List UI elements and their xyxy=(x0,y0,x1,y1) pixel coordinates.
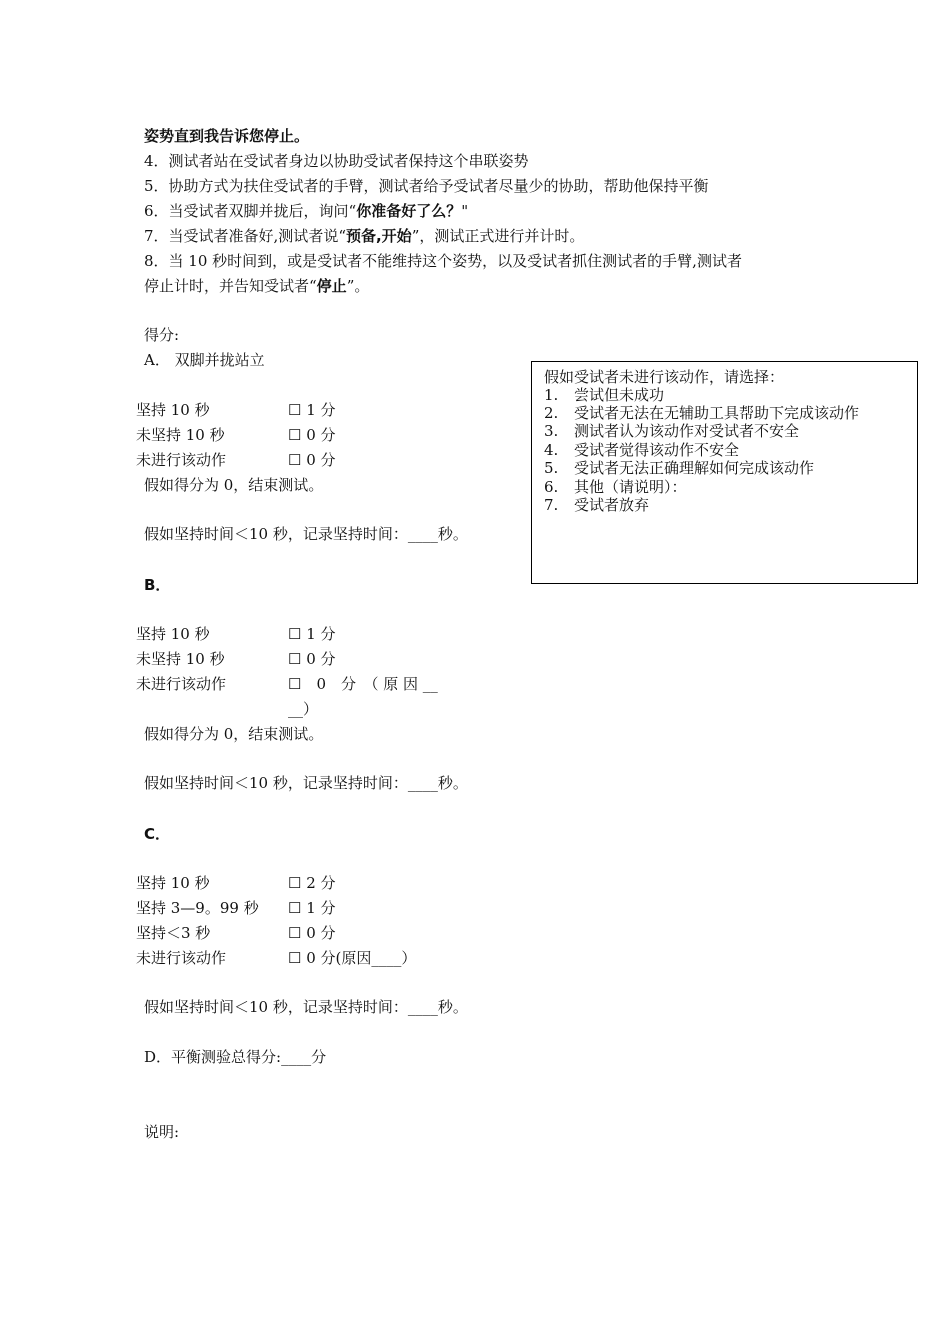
reason-item-7-text: 受试者放弃 xyxy=(574,496,650,514)
section-a-row-3-label: 未进行该动作 xyxy=(136,451,227,469)
reason-item-5[interactable] xyxy=(544,459,814,477)
reason-box xyxy=(531,361,918,584)
reason-item-1[interactable] xyxy=(544,386,664,404)
reason-item-3[interactable] xyxy=(544,422,799,440)
reason-item-3-number: 3. xyxy=(544,422,559,440)
intro-line-0: 姿势直到我告诉您停止。 xyxy=(144,127,310,145)
instruction-step-4: 4．测试者站在受试者身边以协助受试者保持这个串联姿势 xyxy=(144,152,529,170)
instruction-step-6 xyxy=(144,201,468,221)
instruction-step-8-line-1: 8．当 10 秒时间到，或是受试者不能维持这个姿势，以及受试者抓住测试者的手臂,测试者 xyxy=(144,252,742,270)
section-c-row-3-checkbox[interactable]: ☐ 0 分 xyxy=(288,924,336,942)
section-b-note-time: 假如坚持时间＜10 秒，记录坚持时间：____秒。 xyxy=(144,774,468,792)
step-7-command: 预备,开始 xyxy=(345,227,412,245)
instruction-step-5: 5．协助方式为扶住受试者的手臂，测试者给予受试者尽量少的协助，帮助他保持平衡 xyxy=(144,177,709,195)
section-a-note-zero: 假如得分为 0，结束测试。 xyxy=(144,476,324,494)
section-a-row-2-label: 未坚持 10 秒 xyxy=(136,426,225,444)
step-6-question: 你准备好了么？ xyxy=(356,202,462,220)
section-c-row-2-label: 坚持 3—9。99 秒 xyxy=(136,899,259,917)
reason-item-6[interactable] xyxy=(544,478,687,496)
reason-item-4-text: 受试者觉得该动作不安全 xyxy=(574,441,740,459)
section-b-reason-blank[interactable]: __） xyxy=(288,700,319,718)
reason-item-4-number: 4. xyxy=(544,441,559,459)
section-a-title: A． 双脚并拢站立 xyxy=(144,351,265,369)
section-c-row-4-label: 未进行该动作 xyxy=(136,949,227,967)
section-b-row-2-checkbox[interactable]: ☐ 0 分 xyxy=(288,650,336,668)
section-c-row-3-label: 坚持＜3 秒 xyxy=(136,924,211,942)
reason-item-2[interactable] xyxy=(544,404,859,422)
score-label: 得分: xyxy=(144,326,180,344)
reason-box-title: 假如受试者未进行该动作，请选择： xyxy=(544,368,785,386)
section-d-total-score: D．平衡测验总得分:____分 xyxy=(144,1048,327,1066)
section-a-row-2-checkbox[interactable]: ☐ 0 分 xyxy=(288,426,336,444)
section-b-row-3-checkbox[interactable]: ☐ 0 分 （ 原 因 __ xyxy=(288,675,438,693)
reason-item-2-number: 2. xyxy=(544,404,559,422)
reason-item-7-number: 7. xyxy=(544,496,559,514)
section-c-row-2-checkbox[interactable]: ☐ 1 分 xyxy=(288,899,336,917)
explanation-label: 说明: xyxy=(144,1123,180,1141)
instruction-step-8-line-2 xyxy=(144,276,369,296)
section-b-row-2-label: 未坚持 10 秒 xyxy=(136,650,225,668)
reason-item-6-text: 其他（请说明）： xyxy=(574,478,687,496)
section-c-row-1-label: 坚持 10 秒 xyxy=(136,874,210,892)
step-8-text: 停止计时，并告知受试者“ xyxy=(144,277,317,295)
reason-item-1-number: 1. xyxy=(544,386,559,404)
reason-item-6-number: 6. xyxy=(544,478,559,496)
section-c-title: C． xyxy=(144,825,171,843)
step-6-text: 6．当受试者双脚并拢后，询问“ xyxy=(144,202,357,220)
step-7-text: 7．当受试者准备好,测试者说“ xyxy=(144,227,346,245)
section-b-row-3-label: 未进行该动作 xyxy=(136,675,227,693)
section-b-row-1-label: 坚持 10 秒 xyxy=(136,625,210,643)
reason-item-1-text: 尝试但未成功 xyxy=(574,386,665,404)
step-8-command: 停止 xyxy=(316,277,347,295)
section-a-note-time: 假如坚持时间＜10 秒，记录坚持时间：____秒。 xyxy=(144,525,468,543)
reason-item-7[interactable] xyxy=(544,496,649,514)
step-8-end: ”。 xyxy=(346,277,370,295)
section-a-row-1-label: 坚持 10 秒 xyxy=(136,401,210,419)
reason-item-5-text: 受试者无法正确理解如何完成该动作 xyxy=(574,459,815,477)
step-7-end: ”，测试正式进行并计时。 xyxy=(411,227,585,245)
section-b-note-zero: 假如得分为 0，结束测试。 xyxy=(144,725,324,743)
section-a-row-3-checkbox[interactable]: ☐ 0 分 xyxy=(288,451,336,469)
section-c-row-4-checkbox[interactable]: ☐ 0 分(原因____） xyxy=(288,949,417,967)
section-c-note-time: 假如坚持时间＜10 秒，记录坚持时间：____秒。 xyxy=(144,998,468,1016)
section-b-title: B． xyxy=(144,576,171,594)
section-c-row-1-checkbox[interactable]: ☐ 2 分 xyxy=(288,874,336,892)
step-6-end: " xyxy=(461,202,469,220)
reason-item-2-text: 受试者无法在无辅助工具帮助下完成该动作 xyxy=(574,404,860,422)
instruction-step-7 xyxy=(144,226,584,246)
section-a-row-1-checkbox[interactable]: ☐ 1 分 xyxy=(288,401,336,419)
reason-item-3-text: 测试者认为该动作对受试者不安全 xyxy=(574,422,800,440)
reason-item-4[interactable] xyxy=(544,441,739,459)
reason-item-5-number: 5. xyxy=(544,459,559,477)
section-b-row-1-checkbox[interactable]: ☐ 1 分 xyxy=(288,625,336,643)
